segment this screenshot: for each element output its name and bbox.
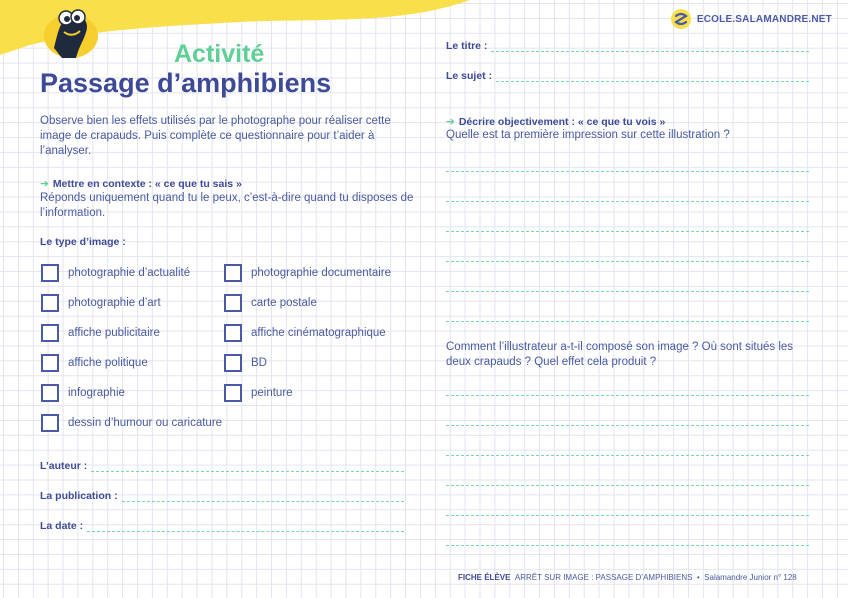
- activity-label: Activité: [174, 40, 265, 68]
- checkbox-option[interactable]: [41, 354, 148, 372]
- answer-line[interactable]: [446, 395, 809, 396]
- brand-header[interactable]: [671, 9, 832, 29]
- answer-line[interactable]: [446, 485, 809, 486]
- answer-line[interactable]: [446, 545, 809, 546]
- title-line[interactable]: [491, 41, 809, 52]
- author-line[interactable]: [91, 461, 404, 472]
- answer-line[interactable]: [446, 425, 809, 426]
- answer-line[interactable]: [446, 261, 809, 262]
- checkbox-option[interactable]: [224, 294, 317, 312]
- answer-line[interactable]: [446, 455, 809, 456]
- question-1: Quelle est ta première impression sur cette illustration ?: [446, 129, 730, 141]
- publication-field[interactable]: [40, 490, 404, 502]
- arrow-right-icon: ➔: [446, 116, 455, 128]
- checkbox[interactable]: [224, 264, 242, 282]
- salamander-mascot-icon: [40, 2, 102, 60]
- checkbox[interactable]: [41, 354, 59, 372]
- brand-name[interactable]: ECOLE.SALAMANDRE.NET: [696, 13, 832, 25]
- checkbox-option[interactable]: [41, 414, 222, 432]
- checkbox-label: infographie: [68, 387, 125, 399]
- context-body: Réponds uniquement quand tu le peux, c’est-à-dire quand tu disposes de l’information.: [40, 192, 414, 219]
- checkbox-label: carte postale: [251, 297, 317, 309]
- checkbox-option[interactable]: [41, 324, 160, 342]
- date-field[interactable]: [40, 520, 404, 532]
- author-label: L’auteur :: [40, 460, 88, 472]
- subject-field[interactable]: [446, 70, 809, 82]
- author-field[interactable]: [40, 460, 404, 472]
- describe-heading-text: Décrire objectivement : « ce que tu vois »: [458, 116, 666, 128]
- image-type-label: Le type d’image :: [40, 236, 126, 248]
- checkbox-label: photographie d’art: [68, 297, 161, 309]
- answer-line[interactable]: [446, 321, 809, 322]
- checkbox[interactable]: [224, 384, 242, 402]
- answer-line[interactable]: [446, 231, 809, 232]
- answer-line[interactable]: [446, 515, 809, 516]
- checkbox[interactable]: [224, 294, 242, 312]
- checkbox-option[interactable]: [41, 264, 190, 282]
- checkbox[interactable]: [224, 354, 242, 372]
- checkbox[interactable]: [224, 324, 242, 342]
- checkbox-label: affiche publicitaire: [68, 327, 160, 339]
- title-label: Le titre :: [446, 40, 488, 52]
- page-footer: [458, 573, 797, 582]
- checkbox[interactable]: [41, 264, 59, 282]
- title-field[interactable]: [446, 40, 809, 52]
- footer-label: FICHE ÉLÈVE: [458, 573, 511, 582]
- checkbox-label: BD: [251, 357, 267, 369]
- checkbox-label: affiche politique: [68, 357, 148, 369]
- page-title: Passage d’amphibiens: [40, 68, 332, 98]
- footer-issue: Salamandre Junior n° 128: [704, 573, 797, 582]
- checkbox-option[interactable]: [41, 384, 125, 402]
- context-heading: [40, 178, 420, 190]
- salamandre-logo-icon: [671, 9, 691, 29]
- footer-separator: •: [696, 573, 700, 582]
- describe-heading: [446, 116, 816, 128]
- checkbox[interactable]: [41, 324, 59, 342]
- context-section: [40, 178, 420, 221]
- intro-text: Observe bien les effets utilisés par le photographe pour réaliser cette image de crapauds. Puis complète ce questionnaire pour t’aider à l’analyser.: [40, 115, 391, 157]
- checkbox-label: peinture: [251, 387, 293, 399]
- checkbox-label: photographie d’actualité: [68, 267, 191, 279]
- footer-subtitle: ARRÊT SUR IMAGE : PASSAGE D’AMPHIBIENS: [514, 573, 693, 582]
- checkbox-label: dessin d’humour ou caricature: [68, 417, 223, 429]
- subject-line[interactable]: [496, 71, 809, 82]
- date-line[interactable]: [87, 521, 404, 532]
- checkbox[interactable]: [41, 294, 59, 312]
- checkbox-option[interactable]: [224, 264, 391, 282]
- checkbox[interactable]: [41, 414, 59, 432]
- subject-label: Le sujet :: [446, 70, 493, 82]
- describe-section: [446, 116, 816, 143]
- checkbox[interactable]: [41, 384, 59, 402]
- checkbox-option[interactable]: [41, 294, 161, 312]
- checkbox-option[interactable]: [224, 324, 386, 342]
- checkbox-option[interactable]: [224, 354, 267, 372]
- publication-line[interactable]: [122, 491, 404, 502]
- arrow-right-icon: ➔: [40, 178, 49, 190]
- answer-line[interactable]: [446, 201, 809, 202]
- answer-line[interactable]: [446, 291, 809, 292]
- date-label: La date :: [40, 520, 84, 532]
- checkbox-option[interactable]: [224, 384, 293, 402]
- publication-label: La publication :: [40, 490, 118, 502]
- checkbox-label: affiche cinématographique: [251, 327, 386, 339]
- context-heading-text: Mettre en contexte : « ce que tu sais »: [52, 178, 242, 190]
- checkbox-label: photographie documentaire: [251, 267, 392, 279]
- answer-line[interactable]: [446, 171, 809, 172]
- question-2: Comment l’illustrateur a-t-il composé son image ? Où sont situés les deux crapauds ? Quel effet cela produit ?: [446, 341, 794, 368]
